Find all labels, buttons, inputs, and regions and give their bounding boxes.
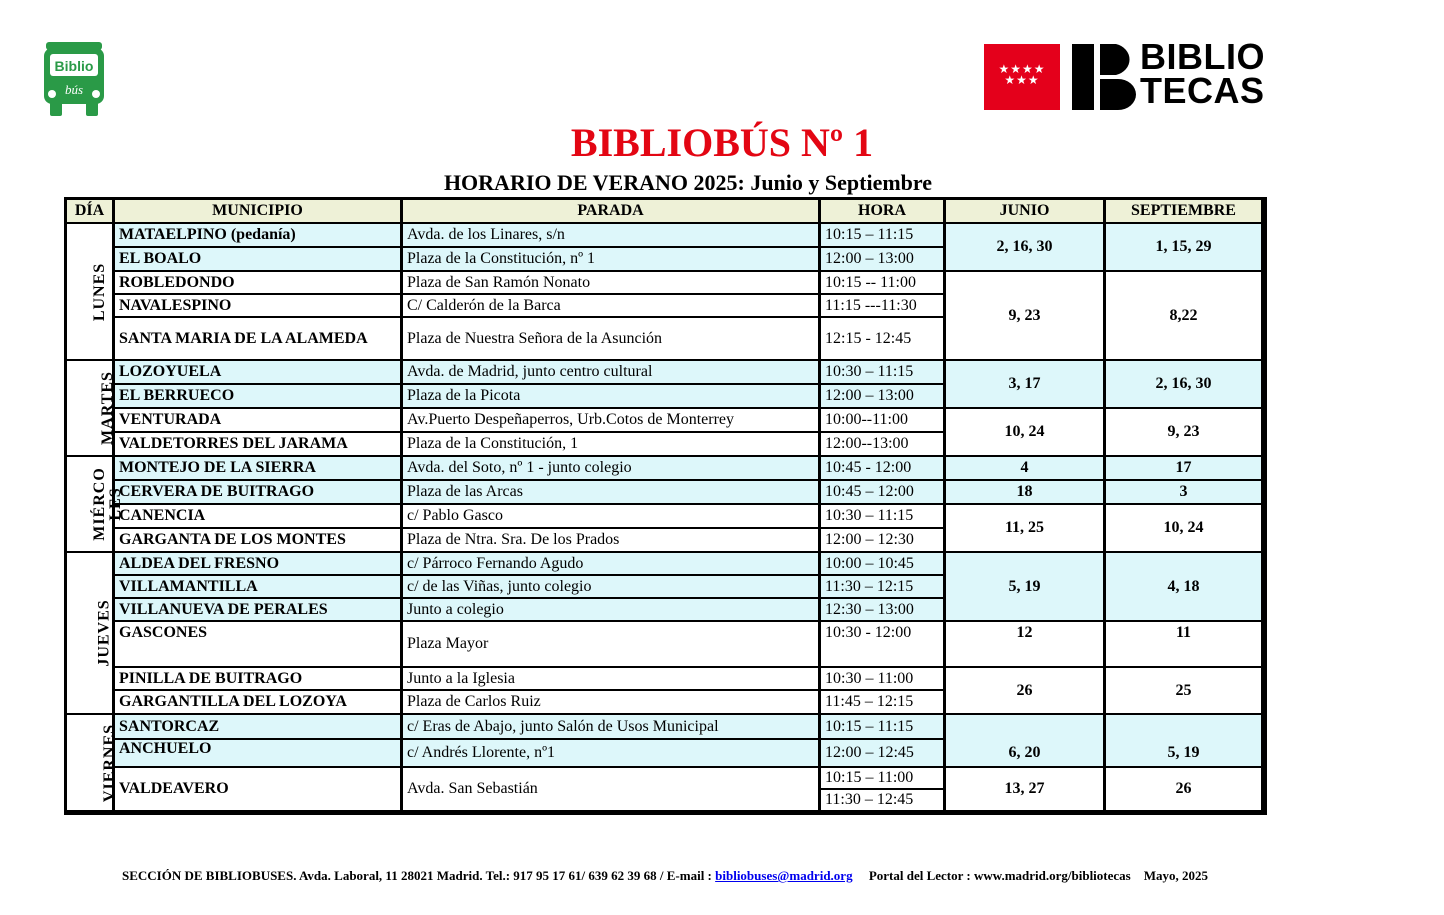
junio-cell: 12 <box>946 622 1106 668</box>
parada-cell: Avda. del Soto, nº 1 - junto colegio <box>403 457 821 481</box>
hora-cell: 10:00--11:00 <box>821 409 946 433</box>
parada-cell: c/ Párroco Fernando Agudo <box>403 553 821 576</box>
municipio-cell: CERVERA DE BUITRAGO <box>115 481 403 505</box>
septiembre-cell: 10, 24 <box>1106 505 1264 553</box>
footer <box>0 868 1330 884</box>
col-header-parada: PARADA <box>403 200 821 224</box>
table-row <box>67 409 1264 433</box>
comunidad-madrid-flag <box>984 44 1060 110</box>
day-viernes: VIERNES <box>67 715 115 812</box>
day-jueves: JUEVES <box>67 553 115 715</box>
municipio-cell: MATAELPINO (pedanía) <box>115 224 403 248</box>
hora-cell: 10:30 – 11:00 <box>821 668 946 691</box>
hora-cell: 10:30 – 11:15 <box>821 505 946 529</box>
col-header-septiembre: SEPTIEMBRE <box>1106 200 1264 224</box>
table-row <box>67 361 1264 385</box>
municipio-cell: SANTA MARIA DE LA ALAMEDA <box>115 318 403 361</box>
municipio-cell: PINILLA DE BUITRAGO <box>115 668 403 691</box>
day-martes: MARTES <box>67 361 115 457</box>
municipio-cell: EL BERRUECO <box>115 385 403 409</box>
footer-contact: SECCIÓN DE BIBLIOBUSES. Avda. Laboral, 11 28021 Madrid. Tel.: 917 95 17 61/ 639 62 39 68 / E-mail : <box>121 868 712 883</box>
hora-cell: 10:30 - 12:00 <box>821 622 946 668</box>
footer-email-link[interactable]: bibliobuses@madrid.org <box>715 868 853 883</box>
municipio-cell: MONTEJO DE LA SIERRA <box>115 457 403 481</box>
septiembre-cell: 11 <box>1106 622 1264 668</box>
parada-cell: Plaza de la Constitución, nº 1 <box>403 248 821 272</box>
septiembre-cell: 5, 19 <box>1106 715 1264 768</box>
parada-cell: Plaza de Ntra. Sra. De los Prados <box>403 529 821 553</box>
septiembre-cell: 26 <box>1106 768 1264 812</box>
hora-cell: 10:15 – 11:15 <box>821 224 946 248</box>
septiembre-cell: 3 <box>1106 481 1264 505</box>
col-header-junio: JUNIO <box>946 200 1106 224</box>
junio-cell: 3, 17 <box>946 361 1106 409</box>
parada-cell: Plaza de la Constitución, 1 <box>403 433 821 457</box>
septiembre-cell: 1, 15, 29 <box>1106 224 1264 272</box>
footer-date: Mayo, 2025 <box>1143 868 1209 883</box>
parada-cell: c/ Eras de Abajo, junto Salón de Usos Municipal <box>403 715 821 740</box>
septiembre-cell: 2, 16, 30 <box>1106 361 1264 409</box>
junio-cell: 13, 27 <box>946 768 1106 812</box>
parada-cell: Avda. San Sebastián <box>403 768 821 812</box>
hora-cell: 11:45 – 12:15 <box>821 691 946 715</box>
junio-cell: 6, 20 <box>946 715 1106 768</box>
hora-cell: 12:30 – 13:00 <box>821 599 946 622</box>
bibliotecas-line-1: BIBLIO <box>1140 36 1265 77</box>
septiembre-cell: 17 <box>1106 457 1264 481</box>
table-row <box>67 622 1264 668</box>
hora-cell: 10:15 -- 11:00 <box>821 272 946 295</box>
table-row <box>67 481 1264 505</box>
table-header-row <box>67 200 1264 224</box>
municipio-cell: SANTORCAZ <box>115 715 403 740</box>
junio-cell: 18 <box>946 481 1106 505</box>
flag-stars-icon: ★★★★ ★★★ <box>998 62 1046 87</box>
parada-cell: Plaza de la Picota <box>403 385 821 409</box>
footer-portal: Portal del Lector : www.madrid.org/bibliotecas <box>868 868 1131 883</box>
day-lunes: LUNES <box>67 224 115 361</box>
table-row <box>67 715 1264 740</box>
parada-cell: c/ Andrés Llorente, nº1 <box>403 740 821 768</box>
hora-cell: 12:00 – 12:45 <box>821 740 946 768</box>
col-header-hora: HORA <box>821 200 946 224</box>
table-row <box>67 272 1264 295</box>
junio-cell: 26 <box>946 668 1106 715</box>
hora-cell: 12:15 - 12:45 <box>821 318 946 361</box>
junio-cell: 2, 16, 30 <box>946 224 1106 272</box>
parada-cell: c/ de las Viñas, junto colegio <box>403 576 821 599</box>
municipio-cell: VILLANUEVA DE PERALES <box>115 599 403 622</box>
hora-cell: 11:15 ---11:30 <box>821 295 946 318</box>
table-row <box>67 505 1264 529</box>
hora-cell: 10:15 – 11:00 <box>821 768 946 790</box>
table-row <box>67 457 1264 481</box>
septiembre-cell: 9, 23 <box>1106 409 1264 457</box>
bibliobus-logo <box>42 40 106 120</box>
municipio-cell: ROBLEDONDO <box>115 272 403 295</box>
parada-cell: C/ Calderón de la Barca <box>403 295 821 318</box>
table-row <box>67 224 1264 248</box>
hora-cell: 11:30 – 12:15 <box>821 576 946 599</box>
junio-cell: 11, 25 <box>946 505 1106 553</box>
hora-cell: 12:00 – 13:00 <box>821 248 946 272</box>
parada-cell: Plaza de Carlos Ruiz <box>403 691 821 715</box>
municipio-cell: VENTURADA <box>115 409 403 433</box>
municipio-cell: ALDEA DEL FRESNO <box>115 553 403 576</box>
municipio-cell: CANENCIA <box>115 505 403 529</box>
septiembre-cell: 4, 18 <box>1106 553 1264 622</box>
parada-cell: c/ Pablo Gasco <box>403 505 821 529</box>
municipio-cell: GARGANTA DE LOS MONTES <box>115 529 403 553</box>
municipio-cell: ANCHUELO <box>115 740 403 768</box>
bibliotecas-wordmark <box>1140 36 1265 111</box>
municipio-cell: GARGANTILLA DEL LOZOYA <box>115 691 403 715</box>
schedule-table <box>64 197 1267 815</box>
hora-cell: 10:45 - 12:00 <box>821 457 946 481</box>
page-subtitle: HORARIO DE VERANO 2025: Junio y Septiembre <box>443 170 933 195</box>
table-row <box>67 768 1264 790</box>
day-miercoles: MIÉRCO LES <box>67 457 115 553</box>
municipio-cell: LOZOYUELA <box>115 361 403 385</box>
col-header-dia: DÍA <box>67 200 115 224</box>
bibliobus-logo-sub: bús <box>64 82 84 97</box>
parada-cell: Avda. de los Linares, s/n <box>403 224 821 248</box>
municipio-cell: EL BOALO <box>115 248 403 272</box>
septiembre-cell: 8,22 <box>1106 272 1264 361</box>
hora-cell: 10:00 – 10:45 <box>821 553 946 576</box>
bibliobus-logo-word: Biblio <box>54 58 94 74</box>
parada-cell: Plaza Mayor <box>403 622 821 668</box>
page-title: BIBLIOBÚS Nº 1 <box>570 120 874 165</box>
bibliotecas-line-2: TECAS <box>1140 70 1265 111</box>
parada-cell: Junto a colegio <box>403 599 821 622</box>
hora-cell: 11:30 – 12:45 <box>821 790 946 812</box>
hora-cell: 10:45 – 12:00 <box>821 481 946 505</box>
table-row <box>67 553 1264 576</box>
junio-cell: 10, 24 <box>946 409 1106 457</box>
junio-cell: 4 <box>946 457 1106 481</box>
parada-cell: Plaza de las Arcas <box>403 481 821 505</box>
hora-cell: 10:30 – 11:15 <box>821 361 946 385</box>
hora-cell: 12:00 – 12:30 <box>821 529 946 553</box>
municipio-cell: GASCONES <box>115 622 403 668</box>
junio-cell: 5, 19 <box>946 553 1106 622</box>
municipio-cell: NAVALESPINO <box>115 295 403 318</box>
junio-cell: 9, 23 <box>946 272 1106 361</box>
bibliotecas-b-logo <box>1072 44 1136 110</box>
table-row <box>67 668 1264 691</box>
parada-cell: Avda. de Madrid, junto centro cultural <box>403 361 821 385</box>
col-header-municipio: MUNICIPIO <box>115 200 403 224</box>
municipio-cell: VALDEAVERO <box>115 768 403 812</box>
parada-cell: Junto a la Iglesia <box>403 668 821 691</box>
hora-cell: 12:00 – 13:00 <box>821 385 946 409</box>
parada-cell: Plaza de Nuestra Señora de la Asunción <box>403 318 821 361</box>
septiembre-cell: 25 <box>1106 668 1264 715</box>
municipio-cell: VALDETORRES DEL JARAMA <box>115 433 403 457</box>
parada-cell: Av.Puerto Despeñaperros, Urb.Cotos de Monterrey <box>403 409 821 433</box>
hora-cell: 10:15 – 11:15 <box>821 715 946 740</box>
municipio-cell: VILLAMANTILLA <box>115 576 403 599</box>
hora-cell: 12:00--13:00 <box>821 433 946 457</box>
parada-cell: Plaza de San Ramón Nonato <box>403 272 821 295</box>
